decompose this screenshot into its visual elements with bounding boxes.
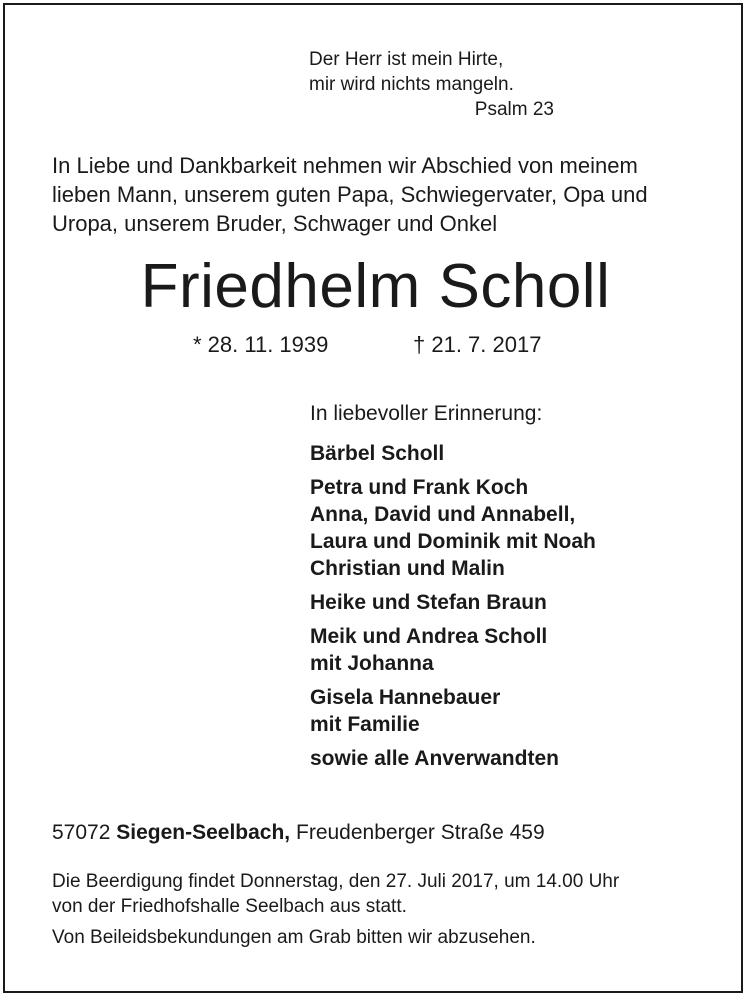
mourner-line: Laura und Dominik mit Noah — [310, 530, 596, 553]
funeral-notice — [52, 869, 619, 919]
mourner-line: mit Johanna — [310, 652, 434, 675]
mourner-line: Gisela Hannebauer — [310, 686, 501, 709]
funeral-line-2: von der Friedhofshalle Seelbach aus statt. — [52, 896, 407, 917]
mourner-line: Christian und Malin — [310, 557, 505, 580]
psalm-reference: Psalm 23 — [474, 99, 554, 120]
mourner-line: Bärbel Scholl — [310, 442, 445, 465]
intro-line-1: In Liebe und Dankbarkeit nehmen wir Abschied von meinem — [52, 153, 638, 178]
mourner-line: sowie alle Anverwandten — [310, 747, 559, 770]
mourner-line: Petra und Frank Koch — [310, 476, 529, 499]
condolence-notice: Von Beileidsbekundungen am Grab bitten wir abzusehen. — [52, 927, 536, 948]
psalm-line-2: mir wird nichts mangeln. — [309, 74, 514, 95]
funeral-line-1: Die Beerdigung findet Donnerstag, den 27. Juli 2017, um 14.00 Uhr — [52, 871, 620, 892]
mourner-line: Meik und Andrea Scholl — [310, 625, 548, 648]
mourner-group — [310, 684, 596, 738]
mourner-group — [310, 589, 596, 616]
deceased-name: Friedhelm Scholl — [140, 252, 611, 321]
address-town: Siegen-Seelbach, — [116, 821, 291, 844]
address-postcode: 57072 — [52, 821, 111, 844]
mourner-line: Anna, David und Annabell, — [310, 503, 576, 526]
death-date: † 21. 7. 2017 — [413, 332, 542, 357]
birth-date: * 28. 11. 1939 — [193, 332, 329, 357]
memory-heading: In liebevoller Erinnerung: — [310, 402, 543, 425]
psalm-quote — [309, 47, 554, 122]
psalm-line-1: Der Herr ist mein Hirte, — [309, 49, 504, 70]
address-street: Freudenberger Straße 459 — [296, 821, 545, 844]
intro-text — [52, 151, 648, 238]
mourner-group — [310, 440, 596, 467]
mourners-list — [310, 440, 596, 779]
address — [52, 819, 545, 847]
mourner-group — [310, 623, 596, 677]
intro-line-2: lieben Mann, unserem guten Papa, Schwiegervater, Opa und — [52, 182, 648, 207]
mourner-group — [310, 474, 596, 582]
mourner-group — [310, 745, 596, 772]
mourner-line: mit Familie — [310, 713, 420, 736]
intro-line-3: Uropa, unserem Bruder, Schwager und Onkel — [52, 211, 498, 236]
mourner-line: Heike und Stefan Braun — [310, 591, 547, 614]
